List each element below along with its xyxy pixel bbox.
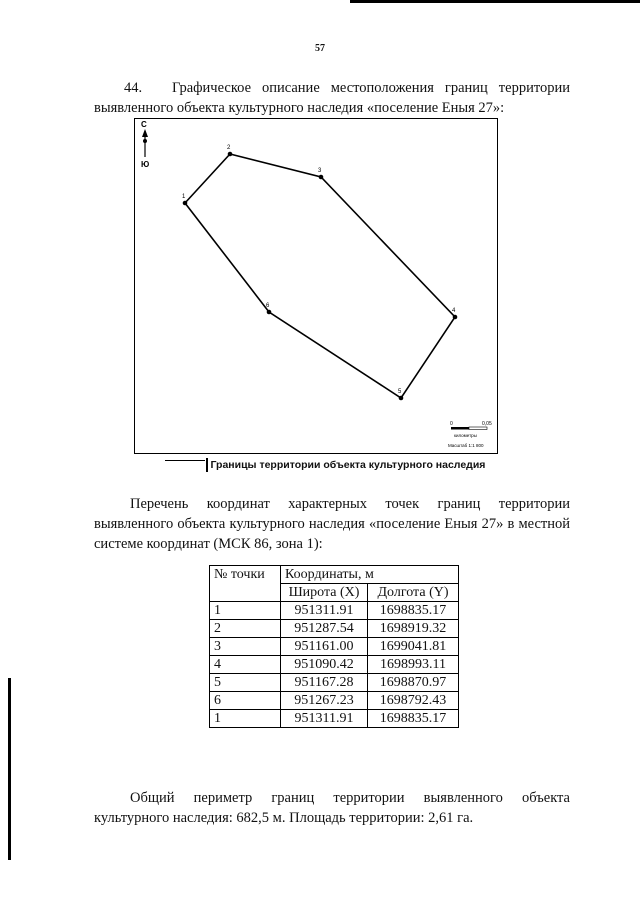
south-label: Ю <box>141 160 150 169</box>
boundary-vertex-6 <box>266 303 271 314</box>
scale-end: 0,05 <box>482 421 492 427</box>
boundary-vertex-1 <box>182 194 187 205</box>
cell-y: 1698835.17 <box>368 602 459 620</box>
boundary-vertex-4 <box>452 308 457 319</box>
cell-y: 1698835.17 <box>368 710 459 728</box>
cell-y: 1698919.32 <box>368 620 459 638</box>
cell-x: 951311.91 <box>281 602 368 620</box>
boundary-map-svg <box>135 119 499 455</box>
header-lon: Долгота (Y) <box>368 584 459 602</box>
boundary-vertex-2 <box>227 145 232 156</box>
section-heading <box>94 78 570 118</box>
vertex-label-1: 1 <box>182 194 186 200</box>
cell-y: 1698792.43 <box>368 692 459 710</box>
vertex-label-5: 5 <box>398 389 402 395</box>
map-legend <box>165 458 485 472</box>
table-row <box>210 638 459 656</box>
north-label: С <box>141 120 147 129</box>
summary-text: Общий периметр границ территории выявленного объекта культурного наследия: 682,5 м. Площадь территории: 2,61 га. <box>94 790 570 826</box>
vertex-label-3: 3 <box>318 168 322 174</box>
cell-point: 1 <box>210 602 281 620</box>
cell-point: 3 <box>210 638 281 656</box>
vertex-label-6: 6 <box>266 303 270 309</box>
scan-artifact-top-line <box>350 0 640 3</box>
scale-zero: 0 <box>450 421 453 427</box>
table-row <box>210 620 459 638</box>
table-row <box>210 674 459 692</box>
cell-y: 1698993.11 <box>368 656 459 674</box>
legend-line-symbol <box>165 460 205 461</box>
header-point: № точки <box>210 566 281 602</box>
table-row <box>210 710 459 728</box>
cell-x: 951287.54 <box>281 620 368 638</box>
legend-bar-symbol <box>206 458 208 472</box>
section-heading-text: Графическое описание местоположения границ территории выявленного объекта культурного наследия «поселение Еныя 27»: <box>94 80 570 116</box>
scale-ratio: Масштаб 1:1 800 <box>448 443 484 448</box>
summary-paragraph <box>94 788 570 828</box>
boundary-map <box>134 118 498 454</box>
north-arrow-icon <box>142 129 148 157</box>
cell-point: 2 <box>210 620 281 638</box>
cell-x: 951311.91 <box>281 710 368 728</box>
scan-artifact-left-bar <box>8 678 11 860</box>
boundary-polygon <box>185 154 455 398</box>
scale-unit: километры <box>454 433 477 438</box>
table-row <box>210 656 459 674</box>
cell-y: 1698870.97 <box>368 674 459 692</box>
coordinates-intro <box>94 494 570 554</box>
legend-label: Границы территории объекта культурного наследия <box>210 459 486 471</box>
header-lat: Широта (X) <box>281 584 368 602</box>
header-coords: Координаты, м <box>281 566 459 584</box>
vertex-label-2: 2 <box>227 145 231 151</box>
cell-point: 5 <box>210 674 281 692</box>
cell-point: 4 <box>210 656 281 674</box>
page-number: 57 <box>315 43 325 54</box>
cell-y: 1699041.81 <box>368 638 459 656</box>
cell-point: 6 <box>210 692 281 710</box>
cell-x: 951090.42 <box>281 656 368 674</box>
coordinates-table <box>209 565 459 728</box>
table-header-row <box>210 566 459 584</box>
table-row <box>210 602 459 620</box>
cell-x: 951167.28 <box>281 674 368 692</box>
cell-point: 1 <box>210 710 281 728</box>
vertex-label-4: 4 <box>452 308 456 314</box>
cell-x: 951267.23 <box>281 692 368 710</box>
scale-bar <box>448 421 492 448</box>
coordinates-intro-text: Перечень координат характерных точек границ территории выявленного объекта культурного наследия «поселение Еныя 27» в местной системе координат (МСК 86, зона 1): <box>94 496 570 552</box>
section-number: 44. <box>124 80 143 96</box>
boundary-vertex-3 <box>318 168 323 179</box>
cell-x: 951161.00 <box>281 638 368 656</box>
table-row <box>210 692 459 710</box>
